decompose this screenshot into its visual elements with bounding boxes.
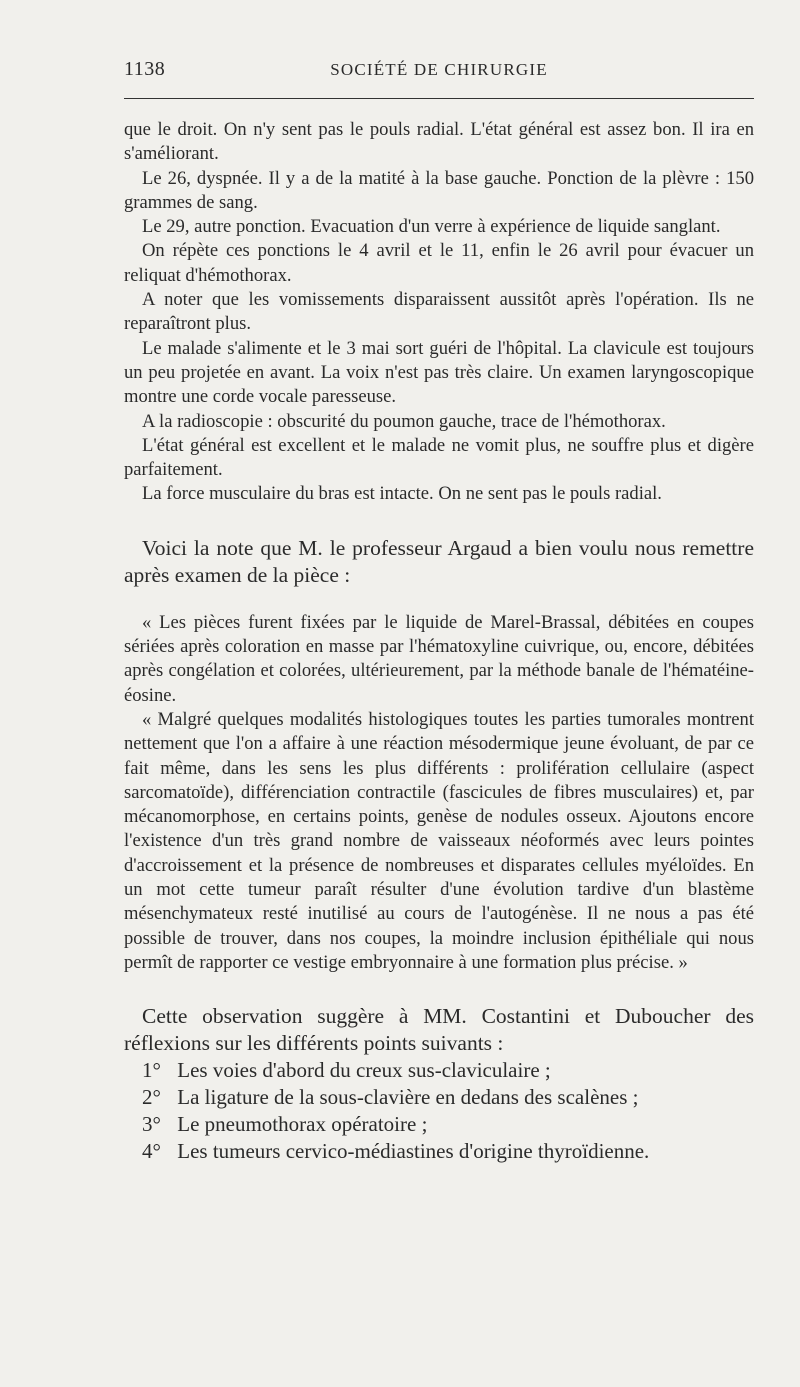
case-paragraph: Le 29, autre ponction. Evacuation d'un verre à expérience de liquide sanglant.: [142, 216, 721, 238]
page-body: [124, 118, 754, 1165]
list-item: 2° La ligature de la sous-clavière en dedans des scalènes ;: [142, 1085, 639, 1110]
page-header: [124, 58, 754, 86]
page-number: 1138: [124, 58, 166, 80]
case-paragraph: La force musculaire du bras est intacte. On ne sent pas le pouls radial.: [142, 483, 662, 505]
conclusion-intro: Cette observation suggère à MM. Costantini et Duboucher des réflexions sur les différents points suivants :: [124, 1004, 754, 1056]
running-title: SOCIÉTÉ DE CHIRURGIE: [330, 60, 548, 79]
case-paragraph: A la radioscopie : obscurité du poumon gauche, trace de l'hémothorax.: [142, 410, 666, 432]
list-item: 3° Le pneumothorax opératoire ;: [142, 1112, 428, 1137]
case-paragraph: L'état général est excellent et le malade ne vomit plus, ne souffre plus et digère parfaitement.: [124, 434, 754, 481]
points-list: [124, 1057, 754, 1165]
header-rule: [124, 98, 754, 99]
intro-note: Voici la note que M. le professeur Argaud a bien voulu nous remettre après examen de la pièce :: [124, 535, 754, 587]
case-paragraph: Le 26, dyspnée. Il y a de la matité à la base gauche. Ponction de la plèvre : 150 grammes de sang.: [124, 167, 754, 213]
list-item: 1° Les voies d'abord du creux sus-claviculaire ;: [142, 1058, 551, 1083]
quote-paragraph: « Les pièces furent fixées par le liquide de Marel-Brassal, débitées en coupes sériées après coloration en masse par l'hématoxyline cuivrique, ou, encore, débitées après congélation et colorées, ultérieurement, par la méthode banale de l'hématéine-éosine.: [124, 611, 754, 706]
case-paragraph: On répète ces ponctions le 4 avril et le 11, enfin le 26 avril pour évacuer un reliquat d'hémothorax.: [124, 240, 754, 286]
case-paragraph: A noter que les vomissements disparaissent aussitôt après l'opération. Ils ne reparaîtront plus.: [124, 289, 754, 335]
case-paragraph: Le malade s'alimente et le 3 mai sort guéri de l'hôpital. La clavicule est toujours un peu projetée en avant. La voix n'est pas très claire. Un examen laryngoscopique montre une corde vocale paresseuse.: [124, 337, 754, 408]
list-item: 4° Les tumeurs cervico-médiastines d'origine thyroïdienne.: [142, 1139, 650, 1164]
quote-paragraph: « Malgré quelques modalités histologiques toutes les parties tumorales montrent nettement que l'on a affaire à une réaction mésodermique jeune évoluant, de par ce fait même, dans les sens les plus différents : prolifération cellulaire (aspect sarcomatoïde), différenciation contractile (fascicules de fibres musculaires) et, par mécanomorphose, en certains points, genèse de nodules osseux. Ajoutons encore l'existence d'un très grand nombre de vaisseaux néoformés avec leurs pointes d'accroissement et la présence de nombreuses et disparates cellules myéloïdes. En un mot cette tumeur paraît résulter d'une évolution tardive d'un blastème mésenchymateux resté inutilisé au cours de l'autogénèse. Il ne nous a pas été possible de trouver, dans nos coupes, la moindre inclusion épithéliale qui nous permît de rapporter ce vestige embryonnaire à une formation plus précise. »: [124, 708, 754, 973]
case-paragraph: que le droit. On n'y sent pas le pouls radial. L'état général est assez bon. Il ira en s'améliorant.: [124, 119, 754, 165]
